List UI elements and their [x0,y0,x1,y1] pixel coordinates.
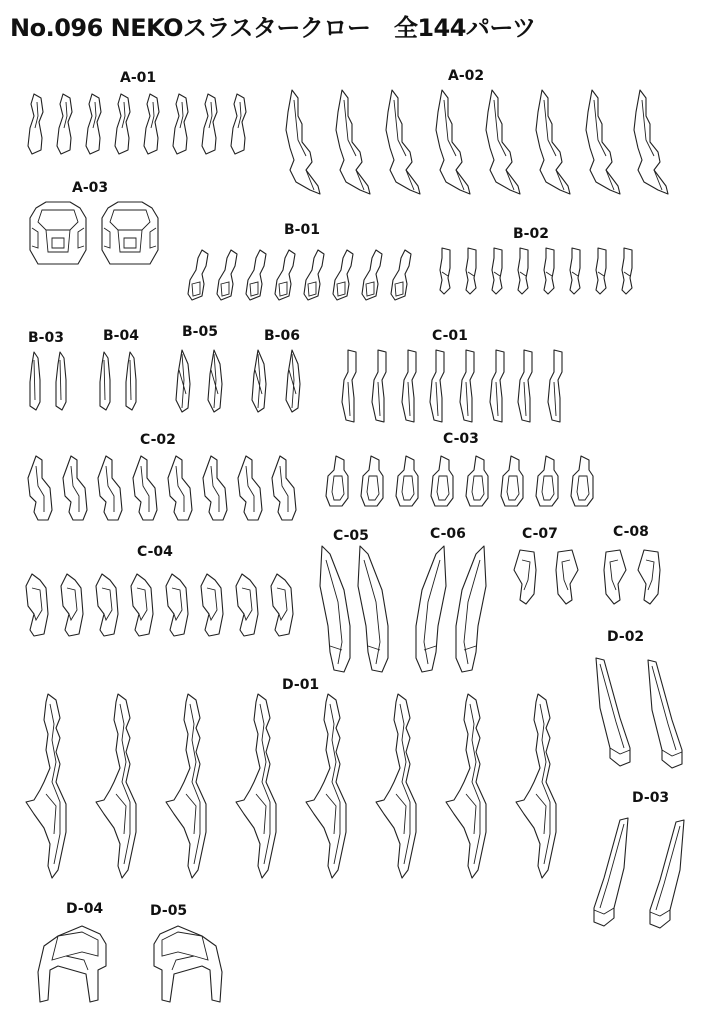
group-c-08 [604,550,660,604]
group-c-07 [514,550,578,604]
label-c-06: C-06 [430,526,466,542]
group-b-04 [100,352,136,410]
group-c-01 [342,350,562,422]
group-d-01 [26,694,556,878]
label-d-01: D-01 [282,677,320,693]
group-b-05 [176,350,222,412]
label-a-02: A-02 [448,68,485,84]
group-d-02 [596,658,682,768]
label-b-01: B-01 [284,222,320,238]
group-c-04 [26,574,293,636]
label-b-05: B-05 [182,324,218,340]
label-b-03: B-03 [28,330,64,346]
label-d-03: D-03 [632,790,670,806]
group-b-01 [188,250,411,300]
group-a-03 [30,202,158,264]
label-c-07: C-07 [522,526,558,542]
label-d-04: D-04 [66,901,104,917]
group-c-03 [326,456,593,506]
group-a-02 [286,90,668,194]
label-b-06: B-06 [264,328,300,344]
group-c-05 [320,546,388,672]
label-b-02: B-02 [513,226,549,242]
group-c-02 [28,456,296,520]
group-b-06 [252,350,300,412]
group-b-02 [440,248,632,294]
group-d-05 [154,926,222,1002]
label-c-03: C-03 [443,431,479,447]
label-c-01: C-01 [432,328,468,344]
group-b-03 [30,352,66,410]
label-a-01: A-01 [120,70,157,86]
label-d-02: D-02 [607,629,645,645]
group-d-03 [594,818,684,928]
label-c-08: C-08 [613,524,649,540]
label-c-04: C-04 [137,544,173,560]
group-c-06 [416,546,486,672]
label-b-04: B-04 [103,328,139,344]
label-d-05: D-05 [150,903,188,919]
group-a-01 [28,94,246,154]
sheet-title: No.096 NEKOスラスタークロー 全144パーツ [10,14,536,42]
group-d-04 [38,926,106,1002]
label-c-05: C-05 [333,528,369,544]
label-c-02: C-02 [140,432,176,448]
label-a-03: A-03 [72,180,109,196]
